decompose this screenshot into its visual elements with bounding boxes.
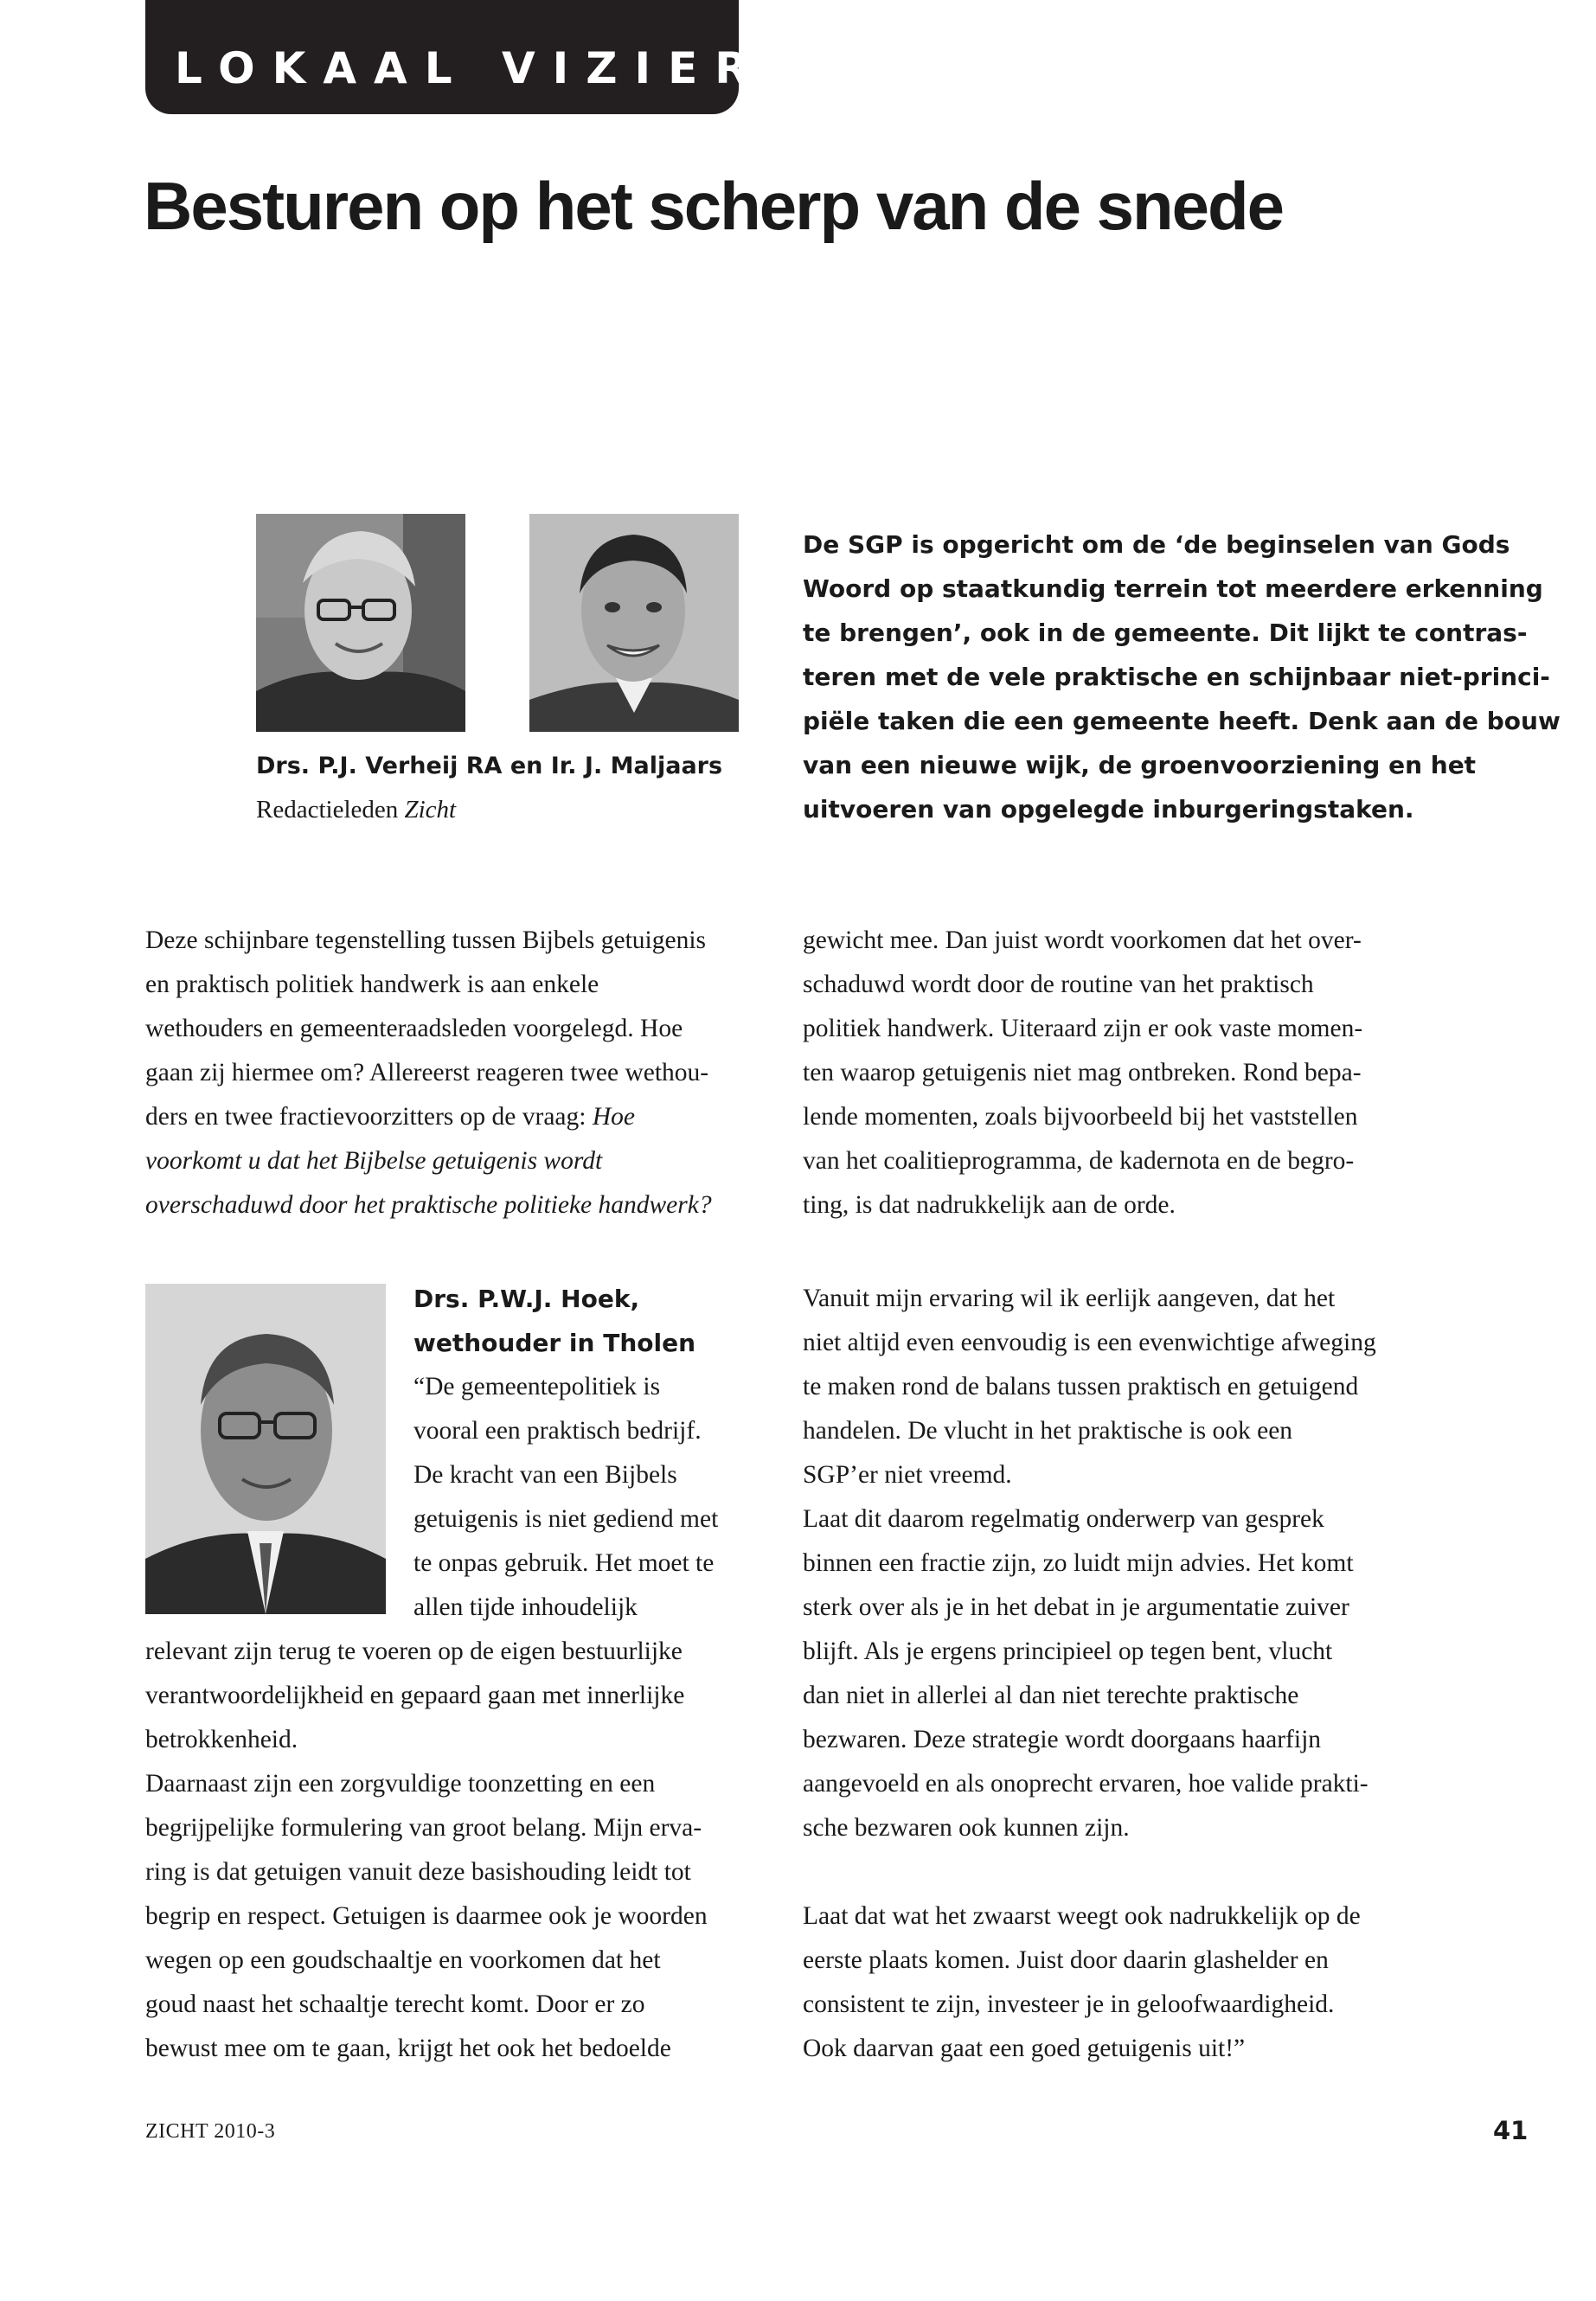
- body-line: sche bezwaren ook kunnen zijn.: [803, 1814, 1130, 1842]
- body-line: begrip en respect. Getuigen is daarmee ook je woorden: [145, 1902, 708, 1930]
- body-line: sterk over als je in het debat in je argumentatie zuiver: [803, 1593, 1349, 1621]
- lead-line: De SGP is opgericht om de ‘de beginselen van Gods: [803, 530, 1510, 559]
- body-line: ten waarop getuigenis niet mag ontbreken. Rond bepa-: [803, 1059, 1362, 1086]
- body-line: Daarnaast zijn een zorgvuldige toonzetting en een: [145, 1770, 656, 1798]
- question-text: Hoe: [592, 1103, 635, 1131]
- right-column-block-3: [803, 1894, 1547, 2071]
- page-number: 41: [1493, 2116, 1529, 2145]
- author-photo-verheij: [256, 514, 465, 732]
- body-line: wethouders en gemeenteraadsleden voorgelegd. Hoe: [145, 1015, 683, 1042]
- lead-paragraph: [803, 522, 1561, 831]
- publication-footer: ZICHT 2010-3: [145, 2120, 276, 2143]
- body-line: “De gemeentepolitiek is: [413, 1373, 661, 1400]
- body-line: politiek handwerk. Uiteraard zijn er ook vaste momen-: [803, 1015, 1363, 1042]
- question-line: voorkomt u dat het Bijbelse getuigenis wordt: [145, 1147, 603, 1175]
- body-text: ders en twee fractievoorzitters op de vraag:: [145, 1103, 593, 1131]
- lead-line: te brengen’, ook in de gemeente. Dit lijkt te contras-: [803, 619, 1528, 647]
- body-line: Ook daarvan gaat een goed getuigenis uit!”: [803, 2035, 1246, 2062]
- author-photo-maljaars: [529, 514, 739, 732]
- author-role-text: Redactieleden: [256, 796, 405, 824]
- body-line: bezwaren. Deze strategie wordt doorgaans haarfijn: [803, 1726, 1322, 1753]
- body-line: aangevoeld en als onoprecht ervaren, hoe valide prakti-: [803, 1770, 1368, 1798]
- body-line: ring is dat getuigen vanuit deze basishouding leidt tot: [145, 1858, 691, 1886]
- body-line: lende momenten, zoals bijvoorbeeld bij het vaststellen: [803, 1103, 1358, 1131]
- body-line: bewust mee om te gaan, krijgt het ook het bedoelde: [145, 2035, 671, 2062]
- body-line: ting, is dat nadrukkelijk aan de orde.: [803, 1191, 1176, 1219]
- lead-line: van een nieuwe wijk, de groenvoorziening en het: [803, 751, 1477, 779]
- body-line: SGP’er niet vreemd.: [803, 1461, 1012, 1489]
- lead-line: Woord op staatkundig terrein tot meerdere erkenning: [803, 574, 1543, 603]
- body-line: gaan zij hiermee om? Allereerst reageren twee wethou-: [145, 1059, 709, 1086]
- body-line: De kracht van een Bijbels: [413, 1461, 677, 1489]
- body-line: wegen op een goudschaaltje en voorkomen dat het: [145, 1946, 661, 1974]
- body-line: van het coalitieprogramma, de kadernota en de begro-: [803, 1147, 1355, 1175]
- body-line: te onpas gebruik. Het moet te: [413, 1549, 715, 1577]
- body-line: dan niet in allerlei al dan niet terechte praktische: [803, 1682, 1299, 1709]
- author-role: [256, 792, 740, 827]
- article-title: Besturen op het scherp van de snede: [144, 168, 1284, 244]
- lead-line: teren met de vele praktische en schijnbaar niet-princi-: [803, 663, 1550, 691]
- question-line: overschaduwd door het praktische politieke handwerk?: [145, 1191, 712, 1219]
- author-names: Drs. P.J. Verheij RA en Ir. J. Maljaars: [256, 753, 723, 779]
- hoek-quote-wrap: [413, 1365, 760, 1630]
- right-column-block-2: [803, 1277, 1547, 1850]
- body-line: niet altijd even eenvoudig is een evenwichtige afweging: [803, 1329, 1376, 1356]
- body-line: Vanuit mijn ervaring wil ik eerlijk aangeven, dat het: [803, 1285, 1336, 1312]
- body-line: verantwoordelijkheid en gepaard gaan met innerlijke: [145, 1682, 685, 1709]
- body-line: eerste plaats komen. Juist door daarin glashelder en: [803, 1946, 1329, 1974]
- intro-paragraph: [145, 919, 751, 1227]
- body-line: Laat dat wat het zwaarst weegt ook nadrukkelijk op de: [803, 1902, 1361, 1930]
- body-line: gewicht mee. Dan juist wordt voorkomen dat het over-: [803, 926, 1362, 954]
- body-line: en praktisch politiek handwerk is aan enkele: [145, 971, 599, 998]
- interviewee-role-line: wethouder in Tholen: [413, 1329, 696, 1357]
- interviewee-name: [413, 1277, 760, 1365]
- section-label: LOKAAL VIZIER: [145, 0, 739, 114]
- hoek-quote-body: [145, 1630, 768, 2071]
- hoek-photo: [145, 1284, 386, 1614]
- body-line: binnen een fractie zijn, zo luidt mijn advies. Het komt: [803, 1549, 1354, 1577]
- body-line: blijft. Als je ergens principieel op tegen bent, vlucht: [803, 1638, 1333, 1665]
- body-line: te maken rond de balans tussen praktisch en getuigend: [803, 1373, 1359, 1400]
- lead-line: piële taken die een gemeente heeft. Denk aan de bouw: [803, 707, 1561, 735]
- body-line: betrokkenheid.: [145, 1726, 298, 1753]
- body-line: vooral een praktisch bedrijf.: [413, 1417, 702, 1445]
- lead-line: uitvoeren van opgelegde inburgeringstaken.: [803, 795, 1414, 824]
- body-line: relevant zijn terug te voeren op de eigen bestuurlijke: [145, 1638, 683, 1665]
- publication-name: Zicht: [404, 796, 457, 824]
- body-line: Deze schijnbare tegenstelling tussen Bijbels getuigenis: [145, 926, 707, 954]
- body-line: Laat dit daarom regelmatig onderwerp van gesprek: [803, 1505, 1324, 1533]
- right-column-block-1: [803, 919, 1547, 1227]
- body-line: allen tijde inhoudelijk: [413, 1593, 638, 1621]
- body-line: begrijpelijke formulering van groot belang. Mijn erva-: [145, 1814, 702, 1842]
- body-line: getuigenis is niet gediend met: [413, 1505, 719, 1533]
- interviewee-name-line: Drs. P.W.J. Hoek,: [413, 1285, 640, 1313]
- body-line: handelen. De vlucht in het praktische is ook een: [803, 1417, 1293, 1445]
- body-line: [145, 1095, 751, 1139]
- body-line: consistent te zijn, investeer je in geloofwaardigheid.: [803, 1990, 1335, 2018]
- body-line: goud naast het schaaltje terecht komt. Door er zo: [145, 1990, 645, 2018]
- body-line: schaduwd wordt door de routine van het praktisch: [803, 971, 1314, 998]
